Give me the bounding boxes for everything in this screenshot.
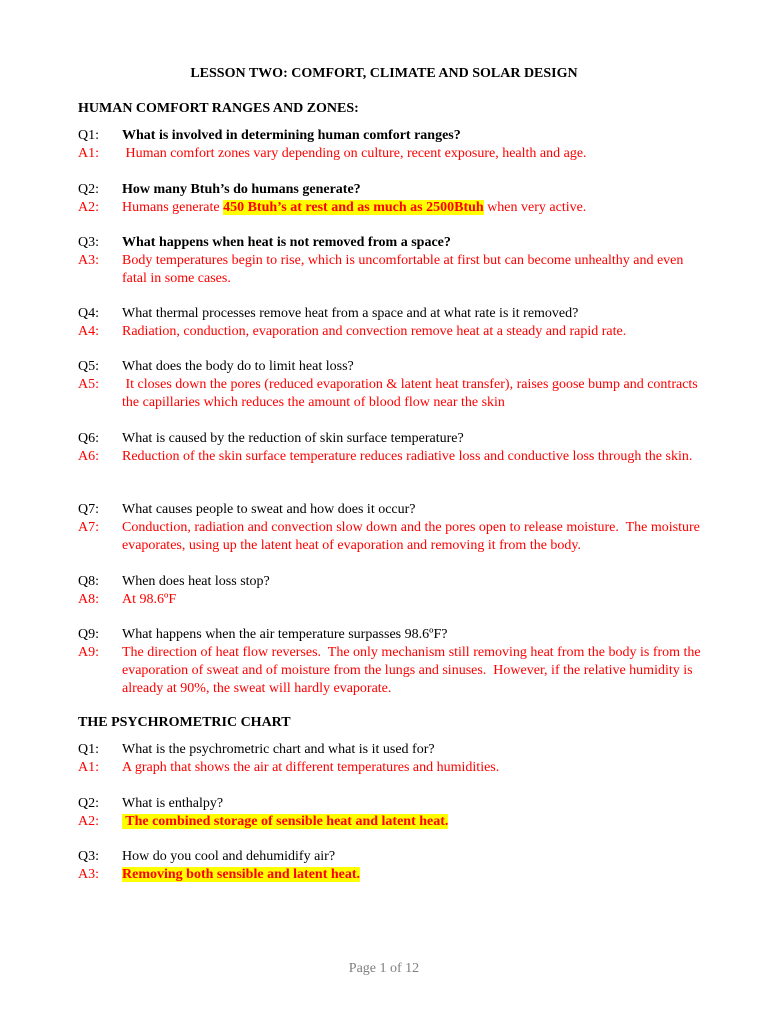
question-text: What causes people to sweat and how does it occur? <box>122 502 416 517</box>
highlighted-answer: The combined storage of sensible heat and latent heat. <box>122 814 449 829</box>
answer-text <box>122 813 702 831</box>
question-label: Q1: <box>78 742 99 757</box>
answer-text: Body temperatures begin to rise, which is uncomfortable at first but can become unhealthy and even fatal in some cases. <box>122 253 684 286</box>
question-text: What happens when heat is not removed from a space? <box>122 235 451 250</box>
answer-text: The direction of heat flow reverses. The only mechanism still removing heat from the body is from the evaporation of sweat and of moisture from the lungs and sinuses. However, if the relative humidity is already at 90%, the sweat will hardly evaporate. <box>122 645 705 696</box>
answer-label: A5: <box>78 377 99 392</box>
answer-text <box>122 199 702 217</box>
answer-label: A9: <box>78 645 99 660</box>
question-label: Q5: <box>78 359 99 374</box>
question-text: What is caused by the reduction of skin surface temperature? <box>122 431 464 446</box>
answer-text: Reduction of the skin surface temperature reduces radiative loss and conductive loss through the skin. <box>122 449 693 464</box>
answer-label: A3: <box>78 867 99 882</box>
question-label: Q3: <box>78 849 99 864</box>
answer-text: Conduction, radiation and convection slow down and the pores open to release moisture. The moisture evaporates, using up the latent heat of evaporation and removing it from the body. <box>122 520 704 553</box>
page-number-footer: Page 1 of 12 <box>348 961 420 976</box>
question-text: When does heat loss stop? <box>122 574 270 589</box>
answer-text-post: when very active. <box>483 200 587 215</box>
answer-label: A1: <box>78 146 99 161</box>
question-text: What does the body do to limit heat loss? <box>122 359 354 374</box>
answer-label: A1: <box>78 760 99 775</box>
page-title: LESSON TWO: COMFORT, CLIMATE AND SOLAR DESIGN <box>190 66 578 81</box>
answer-text: A graph that shows the air at different temperatures and humidities. <box>122 760 500 775</box>
question-label: Q1: <box>78 128 99 143</box>
answer-text: Radiation, conduction, evaporation and convection remove heat at a steady and rapid rate. <box>122 324 627 339</box>
question-label: Q6: <box>78 431 99 446</box>
answer-label: A2: <box>78 200 99 215</box>
highlighted-answer: 450 Btuh’s at rest and as much as 2500Btuh <box>223 200 484 215</box>
answer-text <box>122 866 702 884</box>
question-text: How many Btuh’s do humans generate? <box>122 182 361 197</box>
section-heading-comfort: HUMAN COMFORT RANGES AND ZONES: <box>78 101 359 116</box>
answer-label: A8: <box>78 592 99 607</box>
question-text: What is the psychrometric chart and what is it used for? <box>122 742 435 757</box>
question-label: Q8: <box>78 574 99 589</box>
answer-text: It closes down the pores (reduced evaporation & latent heat transfer), raises goose bump and contracts the capillaries which reduces the amount of blood flow near the skin <box>122 377 702 410</box>
question-label: Q2: <box>78 796 99 811</box>
question-text: What is enthalpy? <box>122 796 224 811</box>
question-label: Q7: <box>78 502 99 517</box>
answer-text: Human comfort zones vary depending on culture, recent exposure, health and age. <box>122 146 587 161</box>
section-heading-psychrometric: THE PSYCHROMETRIC CHART <box>78 715 291 730</box>
question-text: What happens when the air temperature surpasses 98.6ºF? <box>122 627 448 642</box>
question-label: Q2: <box>78 182 99 197</box>
question-text: What thermal processes remove heat from a space and at what rate is it removed? <box>122 306 579 321</box>
question-label: Q3: <box>78 235 99 250</box>
question-text: How do you cool and dehumidify air? <box>122 849 336 864</box>
answer-label: A2: <box>78 814 99 829</box>
answer-label: A3: <box>78 253 99 268</box>
answer-text-pre: Humans generate <box>122 200 224 215</box>
question-label: Q4: <box>78 306 99 321</box>
answer-label: A4: <box>78 324 99 339</box>
answer-label: A6: <box>78 449 99 464</box>
answer-text: At 98.6ºF <box>122 592 177 607</box>
highlighted-answer: Removing both sensible and latent heat. <box>122 867 361 882</box>
question-text: What is involved in determining human comfort ranges? <box>122 128 461 143</box>
answer-label: A7: <box>78 520 99 535</box>
question-label: Q9: <box>78 627 99 642</box>
